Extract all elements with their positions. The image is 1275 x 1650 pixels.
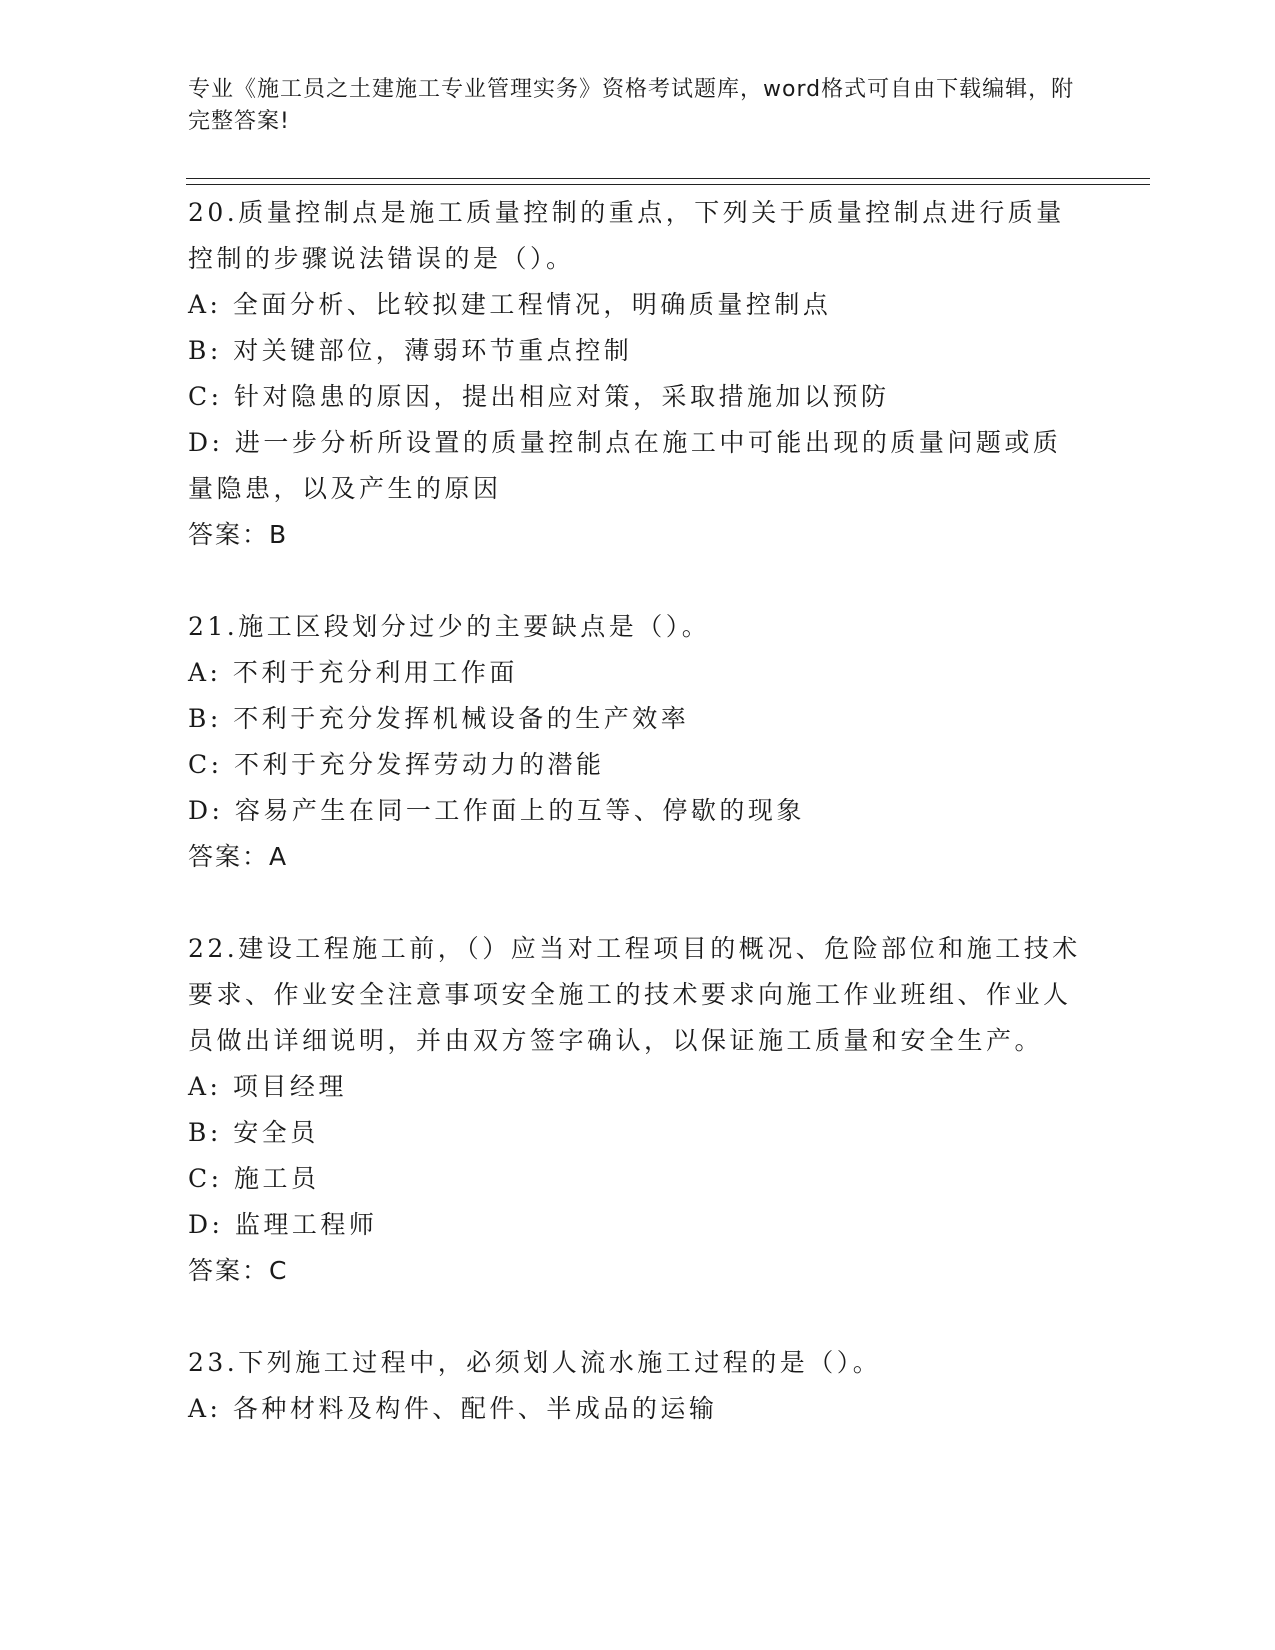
option-a: A: 不利于充分利用工作面 — [188, 658, 518, 687]
header-divider-bottom — [186, 184, 1150, 185]
question-stem: 22.建设工程施工前，（）应当对工程项目的概况、危险部位和施工技术要求、作业安全注意事项安全施工的技术要求向施工作业班组、作业人员做出详细说明，并由双方签字确认，以保证施工质量和安全生产。 — [188, 934, 1081, 1055]
answer-line: 答案：B — [188, 520, 289, 549]
option-b: B: 不利于充分发挥机械设备的生产效率 — [188, 704, 690, 733]
header-divider-top — [186, 178, 1150, 179]
question-20 — [188, 190, 1088, 558]
option-c: C: 施工员 — [188, 1164, 320, 1193]
document-header: 专业《施工员之土建施工专业管理实务》资格考试题库，word格式可自由下载编辑，附完整答案! — [188, 77, 1075, 134]
option-d: D: 进一步分析所设置的质量控制点在施工中可能出现的质量问题或质量隐患，以及产生的原因 — [188, 428, 1062, 503]
question-stem: 20.质量控制点是施工质量控制的重点，下列关于质量控制点进行质量控制的步骤说法错误的是（）。 — [188, 198, 1065, 273]
option-a: A: 各种材料及构件、配件、半成品的运输 — [188, 1394, 718, 1423]
question-22 — [188, 926, 1088, 1294]
option-c: C: 不利于充分发挥劳动力的潜能 — [188, 750, 605, 779]
option-b: B: 安全员 — [188, 1118, 319, 1147]
question-21 — [188, 604, 1088, 880]
question-stem: 21.施工区段划分过少的主要缺点是（）。 — [188, 612, 711, 641]
option-d: D: 监理工程师 — [188, 1210, 378, 1239]
option-d: D: 容易产生在同一工作面上的互等、停歇的现象 — [188, 796, 805, 825]
answer-line: 答案：C — [188, 1256, 289, 1285]
option-b: B: 对关键部位，薄弱环节重点控制 — [188, 336, 633, 365]
question-list — [188, 190, 1088, 1478]
option-c: C: 针对隐患的原因，提出相应对策，采取措施加以预防 — [188, 382, 890, 411]
option-a: A: 项目经理 — [188, 1072, 347, 1101]
question-stem: 23.下列施工过程中，必须划人流水施工过程的是（）。 — [188, 1348, 882, 1377]
answer-line: 答案：A — [188, 842, 289, 871]
option-a: A: 全面分析、比较拟建工程情况，明确质量控制点 — [188, 290, 832, 319]
question-23 — [188, 1340, 1088, 1432]
